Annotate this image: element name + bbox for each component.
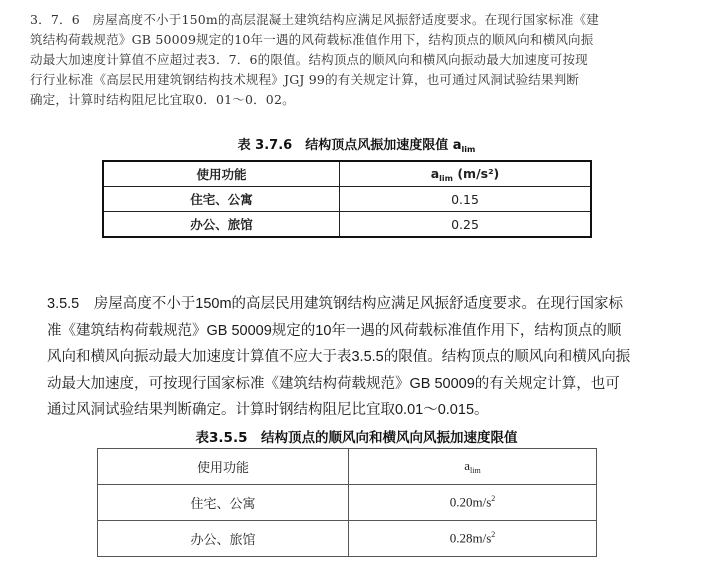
row-use: 住宅、公寓 (98, 485, 349, 521)
table-376 (102, 160, 592, 238)
header-alim-prefix: a (430, 165, 440, 181)
header-alim-prefix: a (464, 458, 471, 473)
row-use: 办公、旅馆 (103, 212, 340, 238)
header-alim (349, 449, 597, 485)
table-row (98, 485, 597, 521)
table-row (103, 212, 591, 238)
header-alim-unit: (m/s²) (452, 165, 500, 181)
text-line: 通过风洞试验结果判断确定。计算时钢结构阻尼比宜取0.01～0.015。 (47, 402, 489, 418)
value-text: 0.20m/s (449, 494, 492, 510)
text-line: 风向和横风向振动最大加速度计算值不应大于表3.5.5的限值。结构顶点的顺风向和横风向振 (47, 349, 631, 365)
header-alim (340, 161, 592, 187)
text-line: 动最大加速度，可按现行国家标准《建筑结构荷载规范》GB 50009的有关规定计算，也可 (47, 375, 620, 392)
table-355-caption: 表3.5.5 结构顶点的顺风向和横风向风振加速度限值 (195, 430, 518, 446)
table-header-row (98, 449, 597, 485)
text-line: 行行业标准《高层民用建筑钢结构技术规程》JGJ 99的有关规定计算，也可通过风洞试验结果判断 (30, 72, 580, 87)
table-header-row (103, 161, 591, 187)
row-value: 0.15 (340, 187, 592, 212)
table-row (98, 521, 597, 557)
row-use: 办公、旅馆 (98, 521, 349, 557)
value-text: 0.28m/s (449, 530, 492, 546)
table-376-caption (0, 134, 713, 154)
table-row (103, 187, 591, 212)
header-alim-sub: lim (439, 173, 453, 183)
header-use: 使用功能 (98, 449, 349, 485)
text-line: 筑结构荷载规范》GB 50009规定的10年一遇的风荷载标准值作用下，结构顶点的顺风向和横风向振 (30, 32, 594, 47)
text-line: 准《建筑结构荷载规范》GB 50009规定的10年一遇的风荷载标准值作用下，结构顶点的顺 (47, 322, 622, 339)
section-355-text (47, 291, 687, 424)
caption-text: 表 3.7.6 结构顶点风振加速度限值 a (237, 138, 462, 153)
text-line: 3.5.5 房屋高度不小于150m的高层民用建筑钢结构应满足风振舒适度要求。在现行国家标 (47, 296, 624, 312)
value-exponent: 2 (491, 494, 496, 504)
row-use: 住宅、公寓 (103, 187, 340, 212)
row-value (349, 485, 597, 521)
value-exponent: 2 (491, 530, 496, 540)
text-line: 动最大加速度计算值不应超过表3．7．6的限值。结构顶点的顺风向和横风向振动最大加速度可按现 (30, 52, 588, 67)
row-value (349, 521, 597, 557)
text-line: 确定，计算时结构阻尼比宜取0．01～0．02。 (30, 92, 295, 107)
header-use: 使用功能 (103, 161, 340, 187)
section-376-text (30, 10, 690, 110)
row-value: 0.25 (340, 212, 592, 238)
text-line: 3．7．6 房屋高度不小于150m的高层混凝土建筑结构应满足风振舒适度要求。在现行国家标准《建 (30, 12, 599, 27)
caption-subscript: lim (461, 145, 476, 154)
header-alim-sub: lim (470, 466, 481, 475)
table-355 (97, 448, 597, 557)
